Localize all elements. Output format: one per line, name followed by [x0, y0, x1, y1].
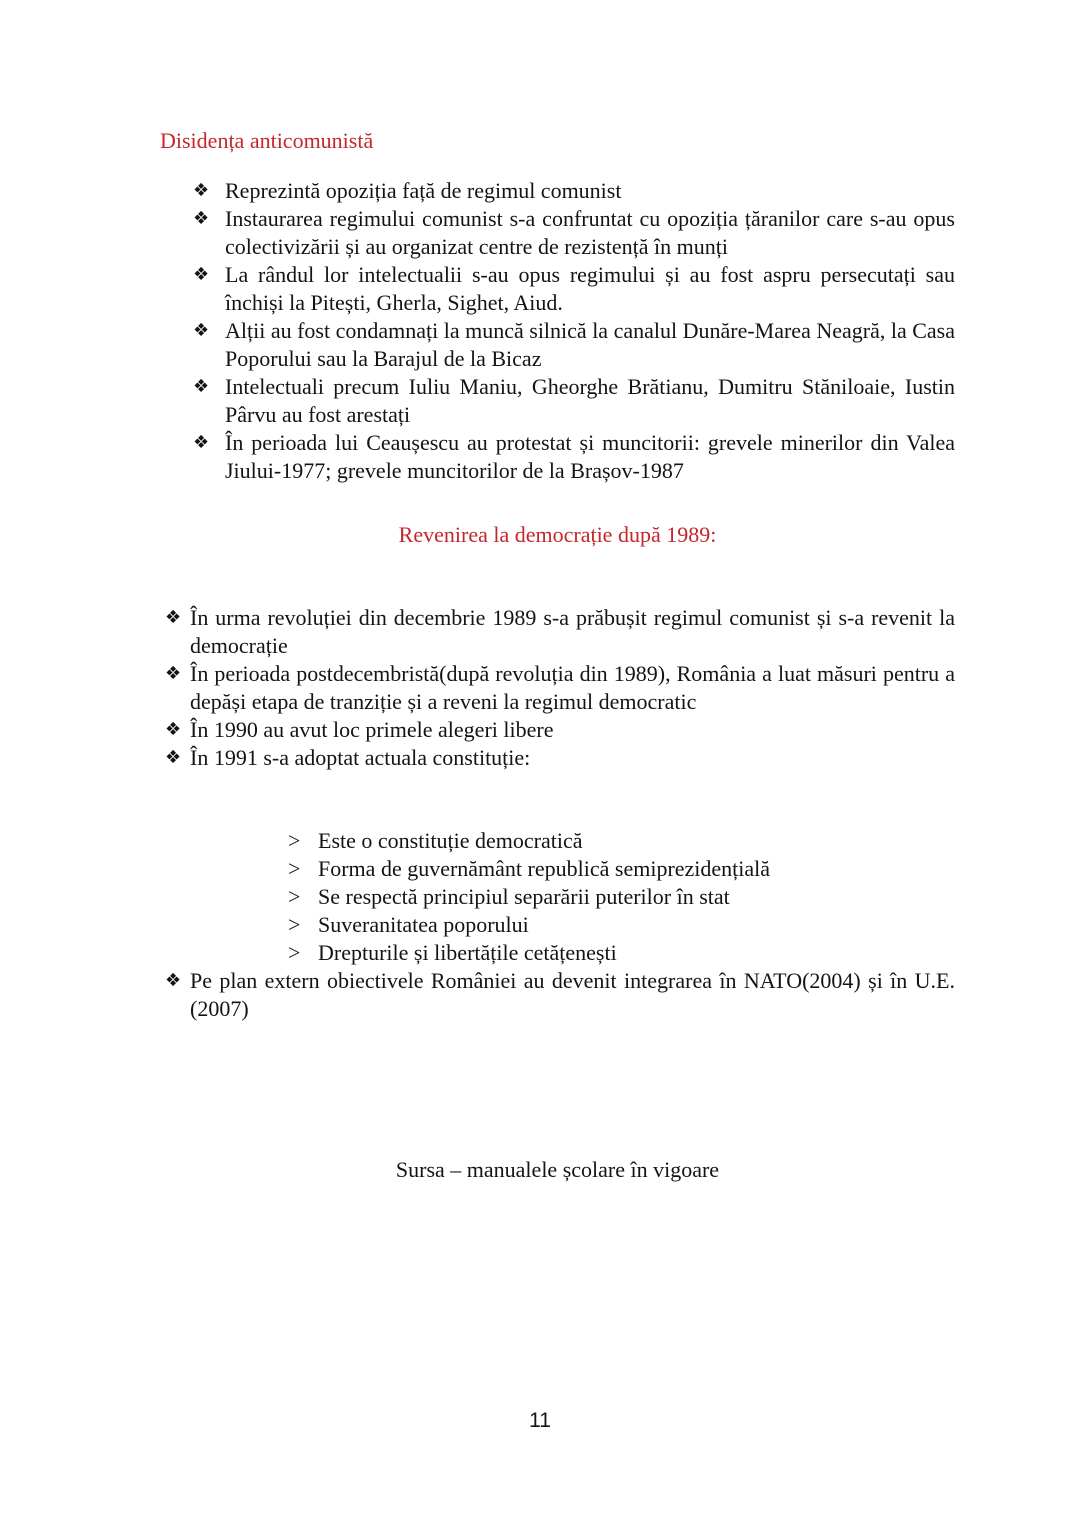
diamond-bullet-icon: ❖: [193, 376, 210, 397]
list-item: [160, 373, 955, 429]
sub-list-item-text: Forma de guvernământ republică semiprezidențială: [318, 856, 771, 881]
list-item: [160, 716, 955, 744]
diamond-bullet-icon: ❖: [193, 320, 210, 341]
diamond-bullet-icon: ❖: [165, 970, 182, 991]
list-item: [160, 429, 955, 485]
list-item: [160, 604, 955, 660]
angle-bullet-icon: >: [288, 856, 301, 881]
diamond-bullet-icon: ❖: [193, 432, 210, 453]
diamond-bullet-icon: ❖: [165, 663, 182, 684]
page-number: 11: [529, 1409, 551, 1432]
list-item: [160, 317, 955, 373]
diamond-bullet-icon: ❖: [193, 180, 210, 201]
sub-list-item: [160, 883, 955, 911]
source-line: Sursa – manualele școlare în vigoare: [395, 1157, 720, 1182]
sub-list-item: [160, 855, 955, 883]
list-item-text: Reprezintă opoziția față de regimul comunist: [225, 178, 622, 203]
section2-heading: Revenirea la democrație după 1989:: [398, 522, 717, 547]
angle-bullet-icon: >: [288, 828, 301, 853]
angle-bullet-icon: >: [288, 884, 301, 909]
sub-list-item-text: Se respectă principiul separării puterilor în stat: [318, 884, 730, 909]
sub-list-item-text: Suveranitatea poporului: [318, 912, 529, 937]
section1-heading: Disidența anticomunistă: [160, 128, 374, 153]
list-item: [160, 660, 955, 716]
section2-list: [160, 604, 955, 772]
sub-list-item-text: Este o constituție democratică: [318, 828, 583, 853]
list-item-text: În 1990 au avut loc primele alegeri libere: [190, 717, 554, 742]
list-item-text: În urma revoluției din decembrie 1989 s-a prăbușit regimul comunist și s-a revenit la democrație: [190, 605, 955, 658]
list-item-text: La rândul lor intelectualii s-au opus regimului și au fost aspru persecutați sau închiși la Pitești, Gherla, Sighet, Aiud.: [225, 262, 955, 315]
list-item-text: Intelectuali precum Iuliu Maniu, Gheorghe Brătianu, Dumitru Stăniloaie, Iustin Pârvu au fost arestați: [225, 374, 955, 427]
list-item: [160, 177, 955, 205]
sub-list-item: [160, 911, 955, 939]
diamond-bullet-icon: ❖: [165, 747, 182, 768]
list-item-text: Instaurarea regimului comunist s-a confruntat cu opoziția țăranilor care s-au opus colectivizării și au organizat centre de rezistență în munți: [225, 206, 955, 259]
angle-bullet-icon: >: [288, 912, 301, 937]
list-item-text: Pe plan extern obiectivele României au devenit integrarea în NATO(2004) și în U.E.(2007): [190, 968, 955, 1021]
diamond-bullet-icon: ❖: [165, 607, 182, 628]
list-item-text: În 1991 s-a adoptat actuala constituție:: [190, 745, 531, 770]
section2-final-list: [160, 967, 955, 1023]
sub-list-item: [160, 827, 955, 855]
list-item-text: În perioada lui Ceaușescu au protestat și muncitorii: grevele minerilor din Valea Jiului-1977; grevele muncitorilor de la Brașov-1987: [225, 430, 955, 483]
diamond-bullet-icon: ❖: [193, 208, 210, 229]
list-item-text: În perioada postdecembristă(după revoluția din 1989), România a luat măsuri pentru a depăși etapa de tranziție și a reveni la regimul democratic: [190, 661, 955, 714]
list-item: [160, 261, 955, 317]
constitution-sub-list: [160, 827, 955, 967]
list-item: [160, 744, 955, 772]
sub-list-item-text: Drepturile și libertățile cetățenești: [318, 940, 617, 965]
list-item-text: Alții au fost condamnați la muncă silnică la canalul Dunăre-Marea Neagră, la Casa Poporului sau la Barajul de la Bicaz: [225, 318, 955, 371]
diamond-bullet-icon: ❖: [165, 719, 182, 740]
sub-list-item: [160, 939, 955, 967]
list-item: [160, 967, 955, 1023]
section1-list: [160, 177, 955, 485]
angle-bullet-icon: >: [288, 940, 301, 965]
list-item: [160, 205, 955, 261]
diamond-bullet-icon: ❖: [193, 264, 210, 285]
